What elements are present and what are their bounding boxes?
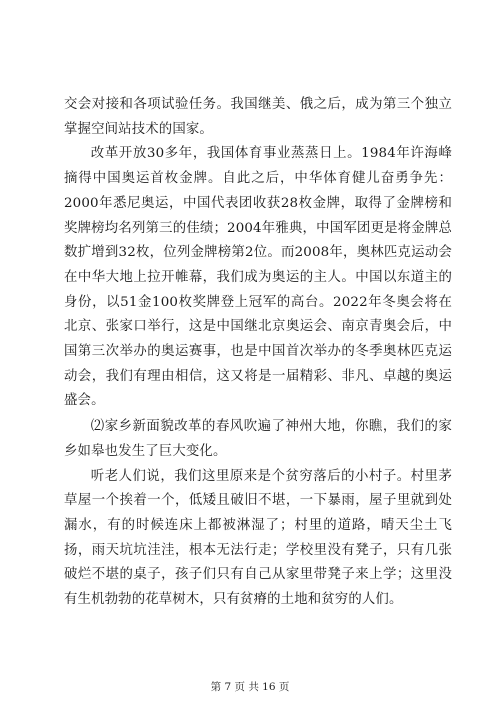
paragraph-space-station: 交会对接和各项试验任务。我国继美、俄之后，成为第三个独立掌握空间站技术的国家。 — [64, 97, 452, 137]
paragraph-hometown-intro: ⑵家乡新面貌改革的春风吹遍了神州大地，你瞧，我们的家乡如皋也发生了巨大变化。 — [64, 419, 452, 459]
paragraph-village-past: 听老人们说，我们这里原来是个贫穷落后的小村子。村里茅草屋一个挨着一个，低矮且破旧不堪，一下暴雨，屋子里就到处漏水，有的时候连床上都被淋湿了；村里的道路，晴天尘土飞扬，雨天坑坑洼洼，根本无法行走；学校里没有凳子，只有几张破烂不堪的桌子，孩子们只有自己从家里带凳子来上学；这里没有生机勃勃的花草树木，只有贫瘠的土地和贫穷的人们。 — [64, 468, 452, 608]
paragraph-sports: 改革开放30多年，我国体育事业蒸蒸日上。1984年许海峰摘得中国奥运首枚金牌。自此之后，中华体育健儿奋勇争先：2000年悉尼奥运，中国代表团收获28枚金牌，取得了金牌榜和奖牌榜均名列第三的佳绩；2004年雅典，中国军团更是将金牌总数扩增到32枚，位列金牌榜第2位。而2008年，奥林匹克运动会在中华大地上拉开帷幕，我们成为奥运的主人。中国以东道主的身份，以51金100枚奖牌登上冠军的高台。2022年冬奥会将在北京、张家口举行，这是中国继北京奥运会、南京青奥会后，中国第三次举办的奥运赛事，也是中国首次举办的冬季奥林匹克运动会，我们有理由相信，这又将是一届精彩、非凡、卓越的奥运盛会。 — [64, 146, 452, 409]
page-number-footer: 第 7 页 共 16 页 — [210, 681, 290, 693]
document-body — [64, 93, 452, 613]
